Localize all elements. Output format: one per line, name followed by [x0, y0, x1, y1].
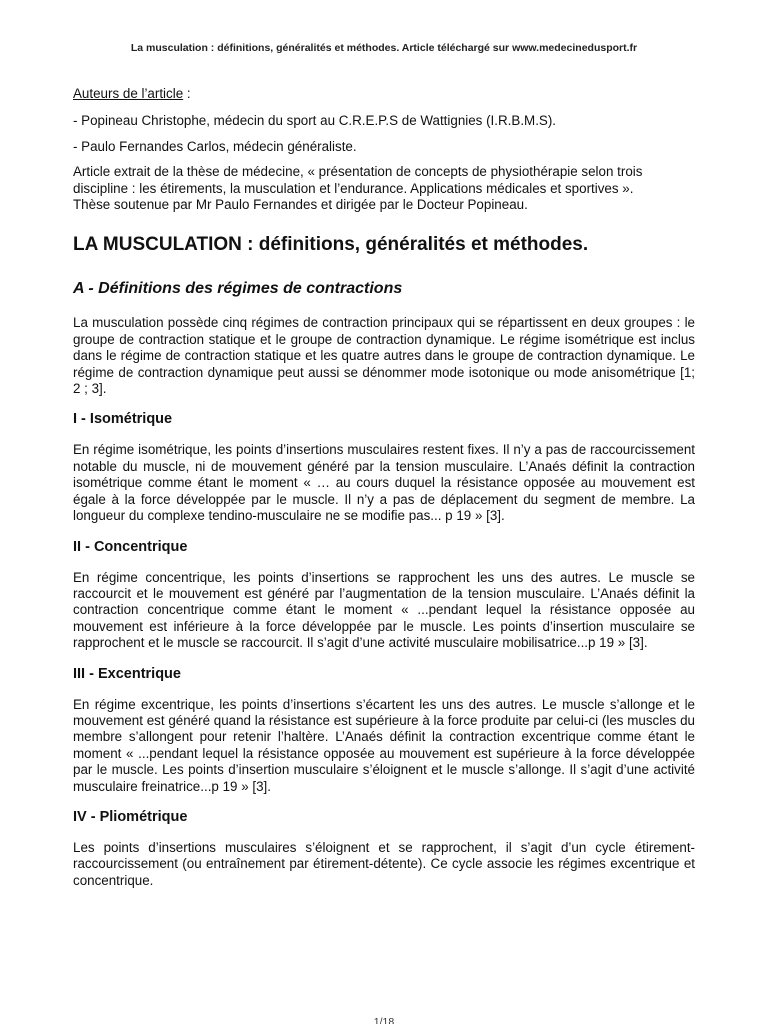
intro-paragraph — [73, 164, 695, 213]
section-a-text: La musculation possède cinq régimes de contraction principaux qui se répartissent en deux groupes : le groupe de contraction statique et le groupe de contraction dynamique. Le régime isométrique est inclus dans le régime de contraction statique et les quatre autres dans le groupe de contraction dynamique. Le régime de contraction dynamique peut aussi se dénommer mode isotonique ou mode anisométrique [1; 2 ; 3]. — [73, 315, 695, 397]
intro-line-1: Article extrait de la thèse de médecine, « présentation de concepts de physiothérapie selon trois discipline : les étirements, la musculation et l’endurance. Applications médicales et sportives ». — [73, 164, 643, 196]
section-a-heading: A - Définitions des régimes de contractions — [73, 280, 403, 298]
document-title: LA MUSCULATION : définitions, généralités et méthodes. — [73, 234, 589, 256]
section-pliometrique-text: Les points d’insertions musculaires s’éloignent et se rapprochent, il s’agit d’un cycle étirement-raccourcissement (ou entraînement par étirement-détente). Ce cycle associe les régimes excentrique et concentrique. — [73, 839, 695, 888]
authors-label-suffix: : — [183, 86, 191, 101]
section-pliometrique-heading: IV - Pliométrique — [73, 808, 188, 825]
section-concentrique-text: En régime concentrique, les points d’insertions se rapprochent les uns des autres. Le muscle se raccourcit et le mouvement est généré par l’augmentation de la tension musculaire. L’Anaés définit la contraction concentrique comme étant le moment « ...pendant lequel la résistance opposée au mouvement est inférieure à la force développée par le muscle. Les points d’insertion musculaire se rapprochent et le muscle se raccourcit. Il s’agit d’une activité musculaire mobilisatrice...p 19 » [3]. — [73, 569, 695, 651]
author-line-1: - Popineau Christophe, médecin du sport au C.R.E.P.S de Wattignies (I.R.B.M.S). — [73, 113, 557, 129]
authors-label: Auteurs de l’article — [73, 86, 184, 101]
section-concentrique-heading: II - Concentrique — [73, 538, 188, 555]
page-number: 1/18 — [373, 1016, 395, 1024]
section-excentrique-text: En régime excentrique, les points d’insertions s’écartent les uns des autres. Le muscle s’allonge et le mouvement est généré quand la résistance est supérieure à la force produite par celui-ci (les muscles du membre s’allongent pour retenir l’haltère. L’Anaés définit la contraction excentrique comme étant le moment « ...pendant lequel la résistance opposée au mouvement est supérieure à la force développée par le muscle. Les points d’insertion musculaire s’éloignent et le muscle s’allonge. Il s’agit d’une activité musculaire freinatrice...p 19 » [3]. — [73, 696, 695, 794]
section-isometrique-heading: I - Isométrique — [73, 411, 173, 428]
document-content — [73, 86, 695, 902]
running-header: La musculation : définitions, généralités et méthodes. Article téléchargé sur www.medecinedusport.fr — [130, 42, 638, 54]
intro-line-2: Thèse soutenue par Mr Paulo Fernandes et dirigée par le Docteur Popineau. — [73, 197, 528, 213]
authors-label-line — [73, 86, 695, 102]
author-line-2: - Paulo Fernandes Carlos, médecin généraliste. — [73, 138, 357, 154]
section-isometrique-text: En régime isométrique, les points d’insertions musculaires restent fixes. Il n’y a pas de raccourcissement notable du muscle, ni de mouvement généré par la tension musculaire. L’Anaés définit la contraction isométrique comme étant le moment « … au cours duquel la résistance opposée au mouvement est égale à la force développée par le muscle. Il n’y a pas de déplacement du segment de membre. La longueur du complexe tendino-musculaire ne se modifie pas... p 19 » [3]. — [73, 442, 695, 524]
section-excentrique-heading: III - Excentrique — [73, 665, 181, 682]
